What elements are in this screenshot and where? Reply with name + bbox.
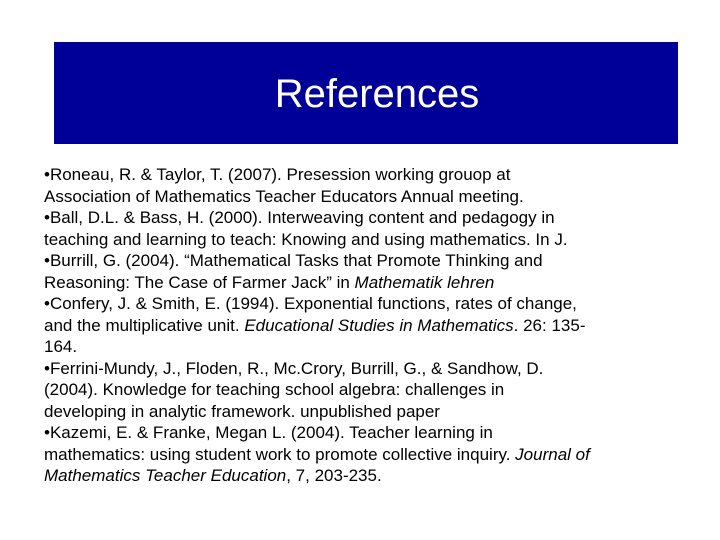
title-banner bbox=[54, 42, 678, 144]
reference-line bbox=[44, 164, 720, 186]
reference-segment: , 7, 203-235. bbox=[286, 466, 382, 485]
reference-line bbox=[44, 293, 720, 315]
reference-line bbox=[44, 444, 720, 466]
reference-line bbox=[44, 229, 720, 251]
reference-line bbox=[44, 401, 720, 423]
reference-line bbox=[44, 272, 720, 294]
reference-segment: Reasoning: The Case of Farmer Jack” in bbox=[44, 272, 355, 292]
reference-segment: developing in analytic framework. unpublished paper bbox=[44, 401, 440, 421]
reference-segment: •Ball, D.L. & Bass, H. (2000). Interweaving content and pedagogy in bbox=[44, 208, 555, 227]
reference-italic-segment: Mathematik lehren bbox=[354, 272, 495, 292]
reference-segment: teaching and learning to teach: Knowing and using mathematics. In J. bbox=[44, 229, 568, 249]
reference-italic-segment: Journal of bbox=[515, 444, 590, 464]
reference-line bbox=[44, 336, 720, 358]
reference-line bbox=[44, 250, 720, 272]
reference-segment: •Roneau, R. & Taylor, T. (2007). Presession working grouop at bbox=[44, 165, 511, 184]
reference-line bbox=[44, 207, 720, 229]
reference-line bbox=[44, 358, 720, 380]
reference-line bbox=[44, 422, 720, 444]
reference-segment: (2004). Knowledge for teaching school algebra: challenges in bbox=[44, 380, 505, 399]
reference-line bbox=[44, 379, 720, 401]
reference-italic-segment: Educational Studies in Mathematics bbox=[244, 315, 514, 335]
reference-segment: •Confery, J. & Smith, E. (1994). Exponential functions, rates of change, bbox=[44, 294, 577, 313]
reference-segment: •Burrill, G. (2004). “Mathematical Tasks that Promote Thinking and bbox=[44, 251, 543, 270]
reference-segment: 164. bbox=[44, 337, 78, 356]
reference-italic-segment: Mathematics Teacher Education bbox=[44, 466, 287, 485]
reference-line bbox=[44, 315, 720, 337]
reference-line bbox=[44, 465, 720, 487]
reference-segment: and the multiplicative unit. bbox=[44, 315, 245, 335]
reference-segment: •Ferrini-Mundy, J., Floden, R., Mc.Crory, Burrill, G., & Sandhow, D. bbox=[44, 358, 544, 378]
reference-segment: . 26: 135- bbox=[513, 315, 586, 335]
reference-segment: Association of Mathematics Teacher Educators Annual meeting. bbox=[44, 186, 524, 206]
slide-title: References bbox=[274, 72, 480, 116]
reference-line bbox=[44, 186, 720, 208]
reference-segment: mathematics: using student work to promote collective inquiry. bbox=[44, 444, 516, 464]
references-list bbox=[44, 164, 720, 487]
reference-segment: •Kazemi, E. & Franke, Megan L. (2004). Teacher learning in bbox=[44, 423, 493, 442]
